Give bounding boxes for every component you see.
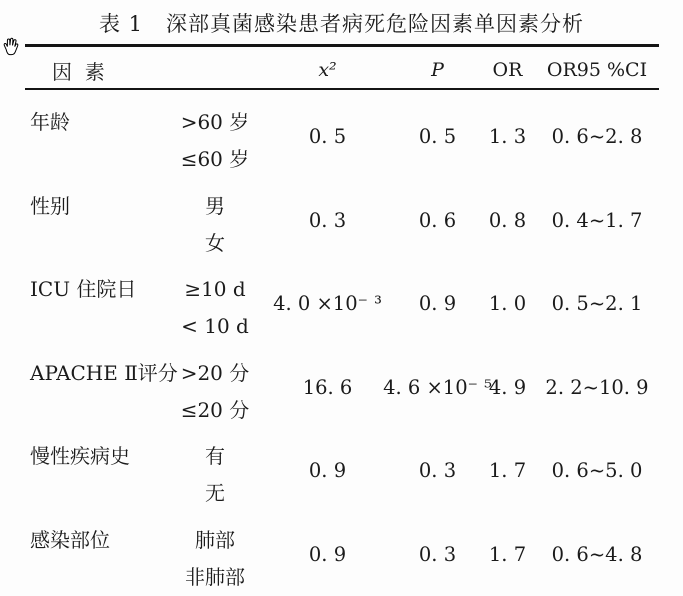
factor-levels	[170, 513, 260, 596]
hand-grab-cursor-icon	[1, 37, 21, 58]
factor-level: >20 分	[180, 360, 250, 385]
or-value: 1. 7	[488, 459, 527, 483]
factor-level: 男	[205, 193, 225, 218]
factor-level: ≤60 岁	[180, 147, 250, 171]
factor-levels	[170, 346, 260, 430]
p-value: 0. 3	[418, 459, 457, 483]
ci-value: 0. 4~1. 7	[551, 208, 643, 232]
table-body	[25, 95, 659, 596]
chi-square-value: 0. 3	[308, 208, 347, 232]
factor-name: 感染部位	[30, 527, 110, 552]
header-chi-square: x²	[318, 59, 337, 81]
p-value: 4. 6 ×10⁻ ⁵	[383, 375, 492, 399]
header-p-value: P	[431, 59, 444, 81]
factor-levels	[170, 262, 260, 346]
factor-name: APACHE Ⅱ评分	[30, 360, 178, 385]
factor-level: ≥10 d	[184, 277, 246, 301]
or-value: 1. 7	[488, 542, 527, 566]
ci-value: 2. 2~10. 9	[545, 375, 649, 399]
header-or: OR	[492, 59, 523, 81]
chi-square-value: 0. 9	[308, 542, 347, 566]
table-row-infection-site	[25, 513, 659, 596]
factor-level: 非肺部	[185, 564, 245, 589]
factor-level: >60 岁	[180, 110, 250, 134]
p-value: 0. 3	[418, 542, 457, 566]
ci-value: 0. 6~2. 8	[551, 125, 643, 149]
chi-square-value: 16. 6	[302, 375, 353, 399]
factor-levels	[170, 429, 260, 513]
factor-level: 有	[205, 444, 225, 468]
factor-name: ICU 住院日	[30, 277, 137, 301]
factor-level: 女	[205, 230, 225, 255]
table-row-chronic-disease	[25, 429, 659, 513]
chi-square-value: 4. 0 ×10⁻ ³	[273, 292, 382, 316]
factor-name: 慢性疾病史	[30, 444, 130, 468]
table-header-row	[25, 52, 659, 88]
table-row-age	[25, 95, 659, 179]
ci-value: 0. 5~2. 1	[551, 292, 643, 316]
factor-level: ≤20 分	[180, 397, 250, 422]
header-or-ci: OR95 %CI	[546, 59, 648, 81]
table-top-rule	[25, 44, 659, 47]
or-value: 0. 8	[488, 208, 527, 232]
ci-value: 0. 6~5. 0	[551, 459, 643, 483]
table-row-apache-score	[25, 346, 659, 430]
or-value: 4. 9	[488, 375, 527, 399]
chi-square-value: 0. 5	[308, 125, 347, 149]
factor-level: 肺部	[195, 527, 235, 552]
table-title: 表 1 深部真菌感染患者病死危险因素单因素分析	[98, 12, 585, 36]
factor-levels	[170, 179, 260, 263]
factor-level: < 10 d	[181, 314, 249, 338]
ci-value: 0. 6~4. 8	[551, 542, 643, 566]
table-row-icu-days	[25, 262, 659, 346]
or-value: 1. 0	[488, 292, 527, 316]
factor-levels	[170, 95, 260, 179]
table-row-gender	[25, 179, 659, 263]
table-header-rule	[25, 88, 659, 90]
chi-square-value: 0. 9	[308, 459, 347, 483]
factor-name: 性别	[30, 193, 70, 218]
p-value: 0. 5	[418, 125, 457, 149]
factor-level: 无	[205, 481, 225, 505]
p-value: 0. 6	[418, 208, 457, 232]
header-factor: 因 素	[52, 59, 105, 84]
p-value: 0. 9	[418, 292, 457, 316]
or-value: 1. 3	[488, 125, 527, 149]
factor-name: 年龄	[30, 110, 70, 134]
